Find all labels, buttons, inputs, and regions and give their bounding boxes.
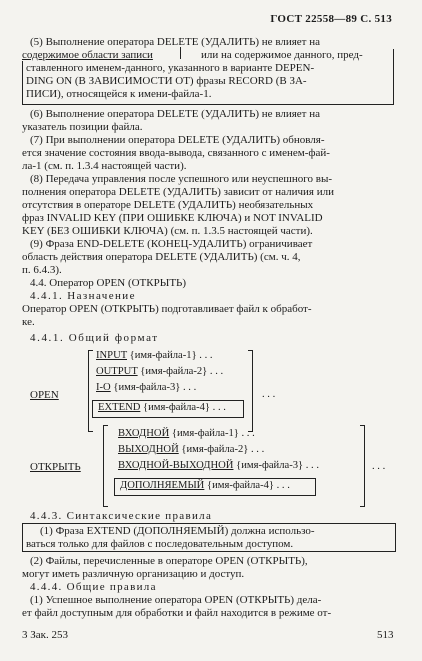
syntax-rule-2-line-2: могут иметь различную организацию и доступ.: [22, 568, 245, 580]
p7-line-2: ется значение состояния ввода-вывода, связанного с именем-фай-: [22, 147, 330, 159]
syntax-rule-1-line-1: (1) Фраза EXTEND (ДОПОЛНЯЕМЫЙ) должна использо-: [40, 525, 315, 537]
ru-opt1-rest: {имя-файла-1} . . .: [169, 428, 255, 439]
p8-line-4: фраз INVALID KEY (ПРИ ОШИБКЕ КЛЮЧА) и NOT INVALID: [22, 212, 323, 224]
format-otkryt-opt4: [120, 480, 290, 492]
footer-order-number: 3 Зак. 253: [22, 629, 68, 641]
opt2-rest: {имя-файла-2} . . .: [137, 366, 224, 377]
p6-line-1: (6) Выполнение оператора DELETE (УДАЛИТЬ) не влияет на: [30, 108, 321, 120]
format-open-right-bracket: [248, 350, 253, 432]
format-open-opt2: [96, 366, 223, 378]
format-otkryt-right-bracket: [360, 425, 365, 507]
p9-line-2: область действия оператора DELETE (УДАЛИТЬ) (см. ч. 4,: [22, 251, 301, 263]
syntax-rule-2-line-1: (2) Файлы, перечисленные в операторе OPEN (ОТКРЫТЬ),: [30, 555, 308, 567]
purpose-line-1: Оператор OPEN (ОТКРЫТЬ) подготавливает файл к обработ-: [22, 303, 312, 315]
subsection-format: 4.4.1. Общий формат: [30, 332, 159, 344]
footer-page-number: 513: [377, 629, 394, 641]
format-open-opt4: [98, 402, 226, 414]
opt3-rest: {имя-файла-3} . . .: [110, 382, 197, 393]
p6-line-2: указатель позиции файла.: [22, 121, 143, 133]
format-open-repeat: . . .: [262, 389, 276, 400]
subsection-general-rules: 4.4.4. Общие правила: [30, 581, 157, 593]
subsection-syntax-rules: 4.4.3. Синтаксические правила: [30, 510, 213, 522]
p5-line-2a: содержимое области записи: [22, 49, 153, 61]
opt1-keyword: INPUT: [96, 350, 128, 361]
general-rule-1-line-2: ет файл доступным для обработки и файл находится в режиме от-: [22, 607, 332, 619]
p5-line-5: ПИСИ), относящейся к имени-файла-1.: [26, 88, 212, 100]
format-otkryt-verb: ОТКРЫТЬ: [30, 461, 81, 473]
ru-opt4-rest: {имя-файла-4} . . .: [204, 480, 290, 491]
p7-line-1: (7) При выполнении оператора DELETE (УДАЛИТЬ) обновля-: [30, 134, 325, 146]
ru-opt3-rest: {имя-файла-3} . . .: [233, 460, 319, 471]
p5-line-1: (5) Выполнение оператора DELETE (УДАЛИТЬ) не влияет на: [30, 36, 321, 48]
ru-opt1-keyword: ВХОДНОЙ: [118, 428, 170, 439]
p5-left-bar: [22, 61, 23, 105]
opt4-keyword: EXTEND: [98, 402, 141, 413]
format-otkryt-opt1: [118, 428, 255, 440]
p7-line-3: ла-1 (см. п. 1.3.4 настоящей части).: [22, 160, 187, 172]
section-heading: 4.4. Оператор OPEN (ОТКРЫТЬ): [30, 277, 187, 289]
subsection-purpose: 4.4.1. Назначение: [30, 290, 136, 302]
p5-bracket-mark: [180, 47, 193, 59]
p8-line-3: отсутствия в операторе DELETE (УДАЛИТЬ) необязательных: [22, 199, 314, 211]
ru-opt4-keyword: ДОПОЛНЯЕМЫЙ: [120, 480, 205, 491]
p9-line-1: (9) Фраза END-DELETE (КОНЕЦ-УДАЛИТЬ) ограничивает: [30, 238, 313, 250]
p8-line-1: (8) Передача управления после успешного или неуспешного вы-: [30, 173, 333, 185]
opt1-rest: {имя-файла-1} . . .: [127, 350, 213, 361]
opt4-rest: {имя-файла-4} . . .: [140, 402, 226, 413]
format-open-opt1: [96, 350, 213, 362]
p5-line-4: DING ON (В ЗАВИСИМОСТИ ОТ) фразы RECORD (В ЗА-: [26, 75, 307, 87]
p9-line-3: п. 6.4.3).: [22, 264, 62, 276]
syntax-rule-1-line-2: ваться только для файлов с последовательным доступом.: [26, 538, 294, 550]
format-open-verb: OPEN: [30, 389, 59, 401]
p5-right-bar: [393, 49, 394, 105]
format-otkryt-repeat: . . .: [372, 461, 386, 472]
page-header: ГОСТ 22558—89 С. 513: [270, 13, 392, 25]
general-rule-1-line-1: (1) Успешное выполнение оператора OPEN (ОТКРЫТЬ) дела-: [30, 594, 322, 606]
format-otkryt-opt3: [118, 460, 319, 472]
ru-opt3-keyword: ВХОДНОЙ-ВЫХОДНОЙ: [118, 460, 234, 471]
format-otkryt-opt2: [118, 444, 264, 456]
format-open-left-bracket: [88, 350, 93, 432]
ru-opt2-keyword: ВЫХОДНОЙ: [118, 444, 179, 455]
opt2-keyword: OUTPUT: [96, 366, 138, 377]
p5-line-3: ставленного именем-данного, указанного в варианте DEPEN-: [26, 62, 315, 74]
p8-line-2: полнения оператора DELETE (УДАЛИТЬ) зависит от наличия или: [22, 186, 334, 198]
p5-line-2b: или на содержимое данного, пред-: [201, 49, 363, 61]
opt3-keyword: I-O: [96, 382, 111, 393]
p8-line-5: KEY (БЕЗ ОШИБКИ КЛЮЧА) (см. п. 1.3.5 настоящей части).: [22, 225, 313, 237]
format-otkryt-left-bracket: [103, 425, 108, 507]
purpose-line-2: ке.: [22, 316, 35, 328]
p5-bottom-rule: [22, 104, 394, 105]
format-open-opt3: [96, 382, 196, 394]
ru-opt2-rest: {имя-файла-2} . . .: [178, 444, 265, 455]
